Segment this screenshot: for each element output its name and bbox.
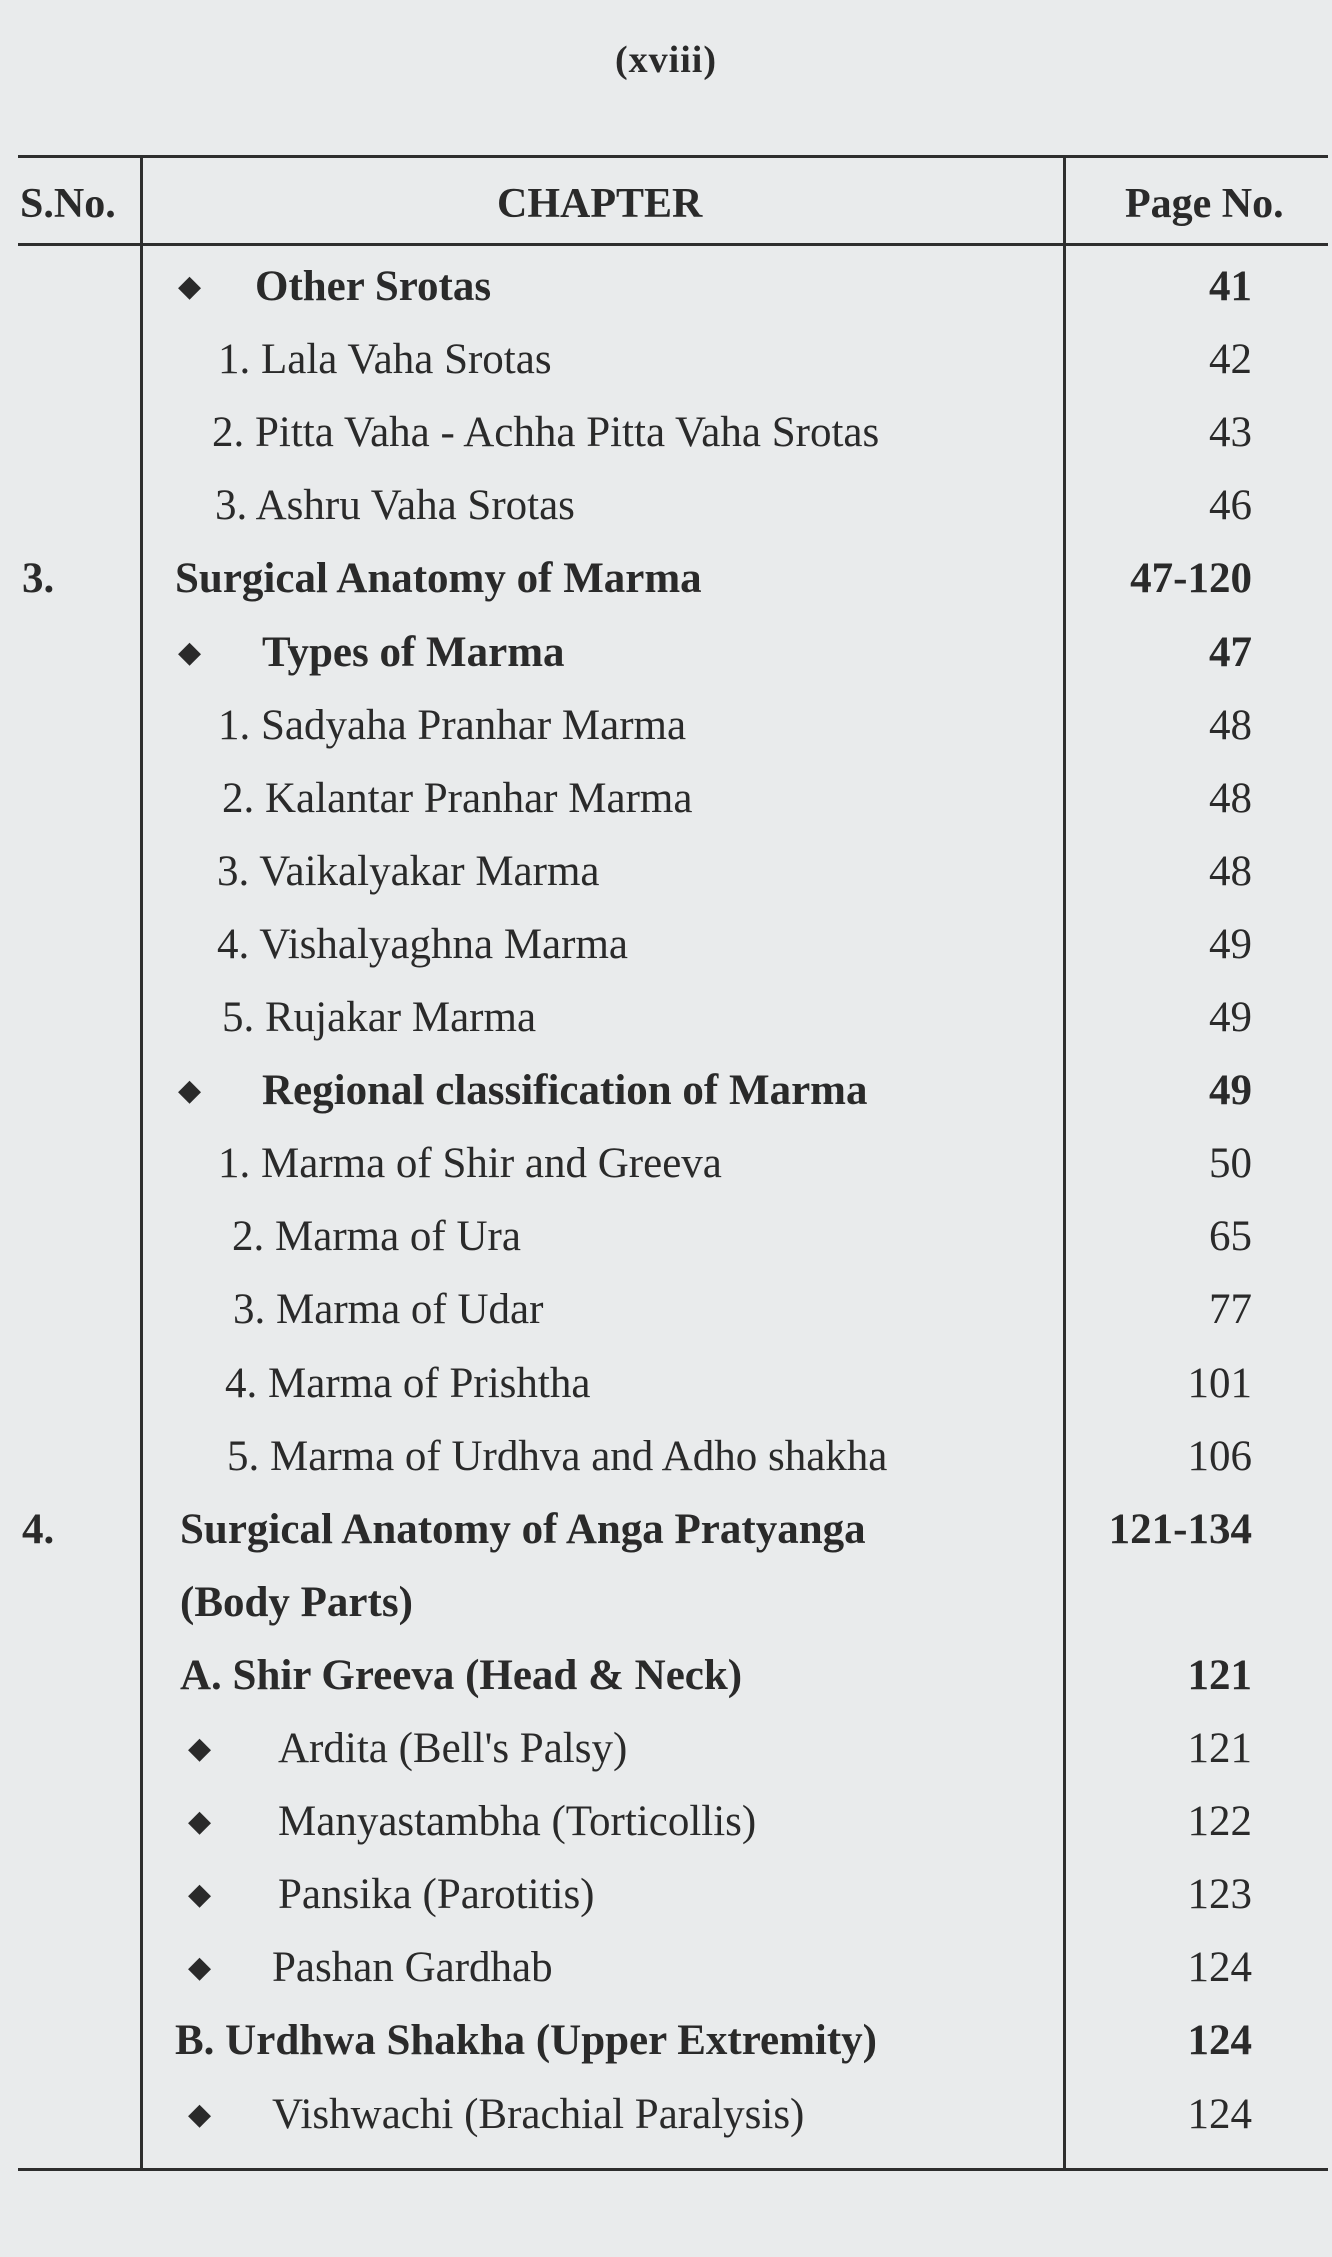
- row-title: 5. Rujakar Marma: [222, 994, 537, 1041]
- row-page-number: 49: [1209, 1067, 1252, 1115]
- row-page-number: 48: [1209, 701, 1252, 749]
- row-page-number: 48: [1209, 774, 1252, 822]
- row-page-number: 124: [1187, 2090, 1252, 2138]
- table-bottom-rule: [18, 2168, 1328, 2171]
- table-top-rule: [18, 155, 1328, 158]
- row-title: Ardita (Bell's Palsy): [278, 1725, 628, 1772]
- row-page-number: 49: [1209, 994, 1252, 1041]
- header-page-no: Page No.: [1125, 181, 1284, 227]
- table-row: [0, 323, 1332, 396]
- row-page-number: 48: [1209, 847, 1252, 895]
- row-title: Surgical Anatomy of Anga Pratyanga: [180, 1505, 866, 1553]
- row-page-number: 46: [1209, 482, 1252, 530]
- diamond-bullet-icon: ◆: [178, 635, 202, 669]
- row-title: Pansika (Parotitis): [278, 1871, 595, 1919]
- row-page-number: 121: [1187, 1725, 1252, 1772]
- row-title: A. Shir Greeva (Head & Neck): [180, 1651, 743, 1699]
- table-row: [0, 1420, 1332, 1493]
- row-title: Types of Marma: [262, 628, 565, 676]
- row-title: 1. Marma of Shir and Greeva: [218, 1140, 722, 1188]
- row-title: (Body Parts): [180, 1578, 413, 1626]
- row-title: B. Urdhwa Shakha (Upper Extremity): [175, 2017, 878, 2065]
- row-page-number: 47: [1209, 628, 1252, 676]
- table-row: [0, 1273, 1332, 1346]
- header-bottom-rule: [18, 243, 1328, 246]
- table-row: [0, 616, 1332, 689]
- page-number: (xviii): [615, 39, 717, 81]
- diamond-bullet-icon: ◆: [178, 270, 202, 303]
- row-page-number: 106: [1187, 1432, 1252, 1480]
- header-sno: S.No.: [20, 181, 116, 227]
- table-row: [0, 1858, 1332, 1931]
- table-row: [0, 689, 1332, 762]
- table-row: [0, 1931, 1332, 2004]
- row-page-number: 65: [1209, 1213, 1252, 1261]
- table-row: [0, 1639, 1332, 1712]
- row-sno: 3.: [22, 555, 55, 603]
- row-page-number: 47-120: [1130, 555, 1252, 603]
- table-row: [0, 762, 1332, 835]
- row-page-number: 43: [1209, 409, 1252, 457]
- table-row: [0, 396, 1332, 469]
- diamond-bullet-icon: ◆: [188, 1951, 212, 1985]
- diamond-bullet-icon: ◆: [188, 2097, 212, 2131]
- row-page-number: 41: [1209, 263, 1252, 310]
- row-page-number: 124: [1187, 1944, 1252, 1992]
- diamond-bullet-icon: ◆: [188, 1732, 212, 1765]
- row-title: 4. Vishalyaghna Marma: [217, 920, 628, 968]
- row-page-number: 123: [1187, 1871, 1252, 1919]
- table-row: [0, 1347, 1332, 1420]
- row-title: 2. Pitta Vaha - Achha Pitta Vaha Srotas: [212, 409, 880, 457]
- table-row: [0, 835, 1332, 908]
- header-chapter: CHAPTER: [497, 181, 703, 227]
- row-title: Manyastambha (Torticollis): [278, 1798, 757, 1846]
- row-page-number: 122: [1187, 1798, 1252, 1846]
- diamond-bullet-icon: ◆: [188, 1805, 212, 1839]
- table-row: [0, 2078, 1332, 2151]
- table-row: [0, 542, 1332, 615]
- row-title: 3. Ashru Vaha Srotas: [215, 482, 575, 530]
- diamond-bullet-icon: ◆: [188, 1878, 212, 1912]
- table-row: [0, 1712, 1332, 1785]
- table-row: [0, 1566, 1332, 1639]
- table-row: [0, 981, 1332, 1054]
- diamond-bullet-icon: ◆: [178, 1074, 202, 1108]
- row-page-number: 49: [1209, 920, 1252, 968]
- row-page-number: 77: [1209, 1286, 1252, 1334]
- row-title: 4. Marma of Prishtha: [225, 1359, 591, 1407]
- row-title: Regional classification of Marma: [262, 1067, 868, 1115]
- row-page-number: 124: [1187, 2017, 1252, 2065]
- table-row: [0, 2004, 1332, 2077]
- row-title: 5. Marma of Urdhva and Adho shakha: [227, 1432, 888, 1480]
- row-title: 2. Kalantar Pranhar Marma: [222, 774, 693, 822]
- row-page-number: 121-134: [1108, 1505, 1252, 1553]
- row-title: 1. Sadyaha Pranhar Marma: [218, 701, 687, 749]
- row-title: Vishwachi (Brachial Paralysis): [272, 2090, 805, 2138]
- row-title: Surgical Anatomy of Marma: [175, 555, 702, 603]
- table-row: [0, 250, 1332, 323]
- table-row: [0, 469, 1332, 542]
- table-row: [0, 1127, 1332, 1200]
- row-title: 3. Marma of Udar: [233, 1286, 544, 1334]
- row-title: 3. Vaikalyakar Marma: [217, 847, 600, 895]
- row-page-number: 101: [1187, 1359, 1252, 1407]
- row-page-number: 50: [1209, 1140, 1252, 1188]
- row-page-number: 121: [1187, 1651, 1252, 1699]
- table-row: [0, 908, 1332, 981]
- row-page-number: 42: [1209, 336, 1252, 384]
- row-sno: 4.: [22, 1505, 55, 1553]
- row-title: 1. Lala Vaha Srotas: [218, 336, 552, 384]
- table-row: [0, 1493, 1332, 1566]
- row-title: Pashan Gardhab: [272, 1944, 553, 1992]
- row-title: Other Srotas: [255, 263, 492, 310]
- table-row: [0, 1200, 1332, 1273]
- table-row: [0, 1054, 1332, 1127]
- table-row: [0, 1785, 1332, 1858]
- row-title: 2. Marma of Ura: [232, 1213, 521, 1261]
